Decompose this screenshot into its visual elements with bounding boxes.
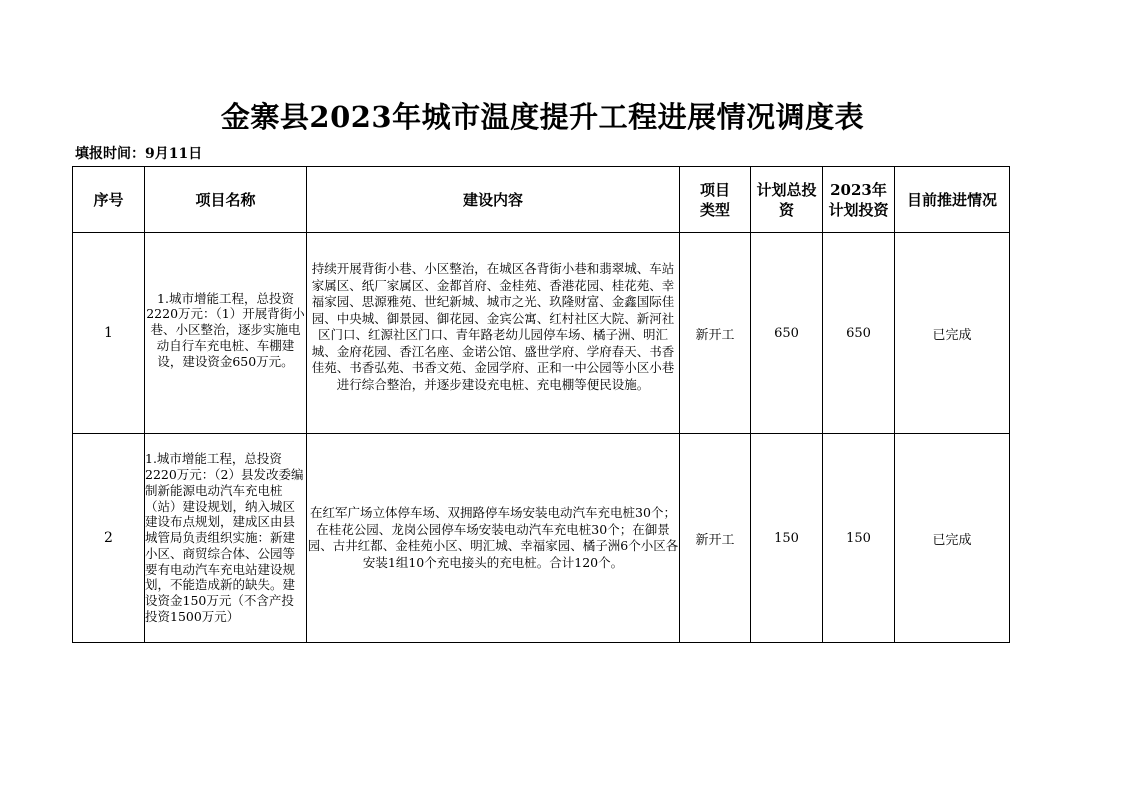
header-2023-plan	[823, 167, 895, 233]
header-project-name: 项目名称	[145, 167, 307, 233]
cell-index: 2	[73, 434, 145, 643]
cell-project-type: 新开工	[680, 233, 751, 434]
cell-project-name: 1.城市增能工程，总投资2220万元：（1）开展背街小巷、小区整治，逐步实施电动自行车充电桩、车棚建设，建设资金650万元。	[145, 233, 307, 434]
cell-project-name: 1.城市增能工程，总投资2220万元：（2）县发改委编制新能源电动汽车充电桩（站）建设规划，纳入城区建设布点规划，建成区由县城管局负责组织实施：新建小区、商贸综合体、公园等要有电动汽车充电站建设规划，不能造成新的缺失。建设资金150万元（不含产投投资1500万元）	[145, 434, 307, 643]
page-title: 金寨县2023年城市温度提升工程进展情况调度表	[220, 100, 865, 134]
cell-total-investment: 650	[751, 233, 823, 434]
header-total-investment-line2: 资	[778, 200, 794, 219]
cell-project-type: 新开工	[680, 434, 751, 643]
cell-construction-content: 持续开展背街小巷、小区整治，在城区各背街小巷和翡翠城、车站家属区、纸厂家属区、金都首府、金桂苑、香港花园、桂花苑、幸福家园、思源雅苑、世纪新城、城市之光、玖隆财富、金鑫国际佳园、中央城、御景园、御花园、金宾公寓、红村社区大院、新河社区门口、红源社区门口、青年路老幼儿园停车场、橘子洲、明汇城、金府花园、香江名座、金诺公馆、盛世学府、学府春天、书香佳苑、书香弘苑、书香文苑、金园学府、正和一中公园等小区小巷进行综合整治，并逐步建设充电桩、充电棚等便民设施。	[307, 233, 680, 434]
cell-2023-plan: 150	[823, 434, 895, 643]
cell-2023-plan: 650	[823, 233, 895, 434]
header-project-type	[680, 167, 751, 233]
cell-total-investment: 150	[751, 434, 823, 643]
header-total-investment	[751, 167, 823, 233]
header-project-type-line2: 类型	[699, 200, 730, 219]
progress-table	[72, 166, 1010, 643]
header-project-type-line1: 项目	[699, 180, 730, 199]
cell-construction-content: 在红军广场立体停车场、双拥路停车场安装电动汽车充电桩30个；在桂花公园、龙岗公园停车场安装电动汽车充电桩30个；在御景园、古井红都、金桂苑小区、明汇城、幸福家园、橘子洲6个小区各安装1组10个充电接头的充电桩。合计120个。	[307, 434, 680, 643]
cell-current-status: 已完成	[895, 233, 1010, 434]
header-index: 序号	[73, 167, 145, 233]
fill-date: 填报时间：9月11日	[75, 146, 203, 162]
header-2023-plan-line2: 计划投资	[828, 200, 889, 219]
cell-index: 1	[73, 233, 145, 434]
table-header-row	[73, 167, 1010, 233]
table-row	[73, 233, 1010, 434]
table-row	[73, 434, 1010, 643]
header-construction-content: 建设内容	[307, 167, 680, 233]
header-2023-plan-line1: 2023年	[830, 180, 887, 199]
header-current-status: 目前推进情况	[895, 167, 1010, 233]
header-total-investment-line1: 计划总投	[756, 180, 817, 199]
cell-current-status: 已完成	[895, 434, 1010, 643]
